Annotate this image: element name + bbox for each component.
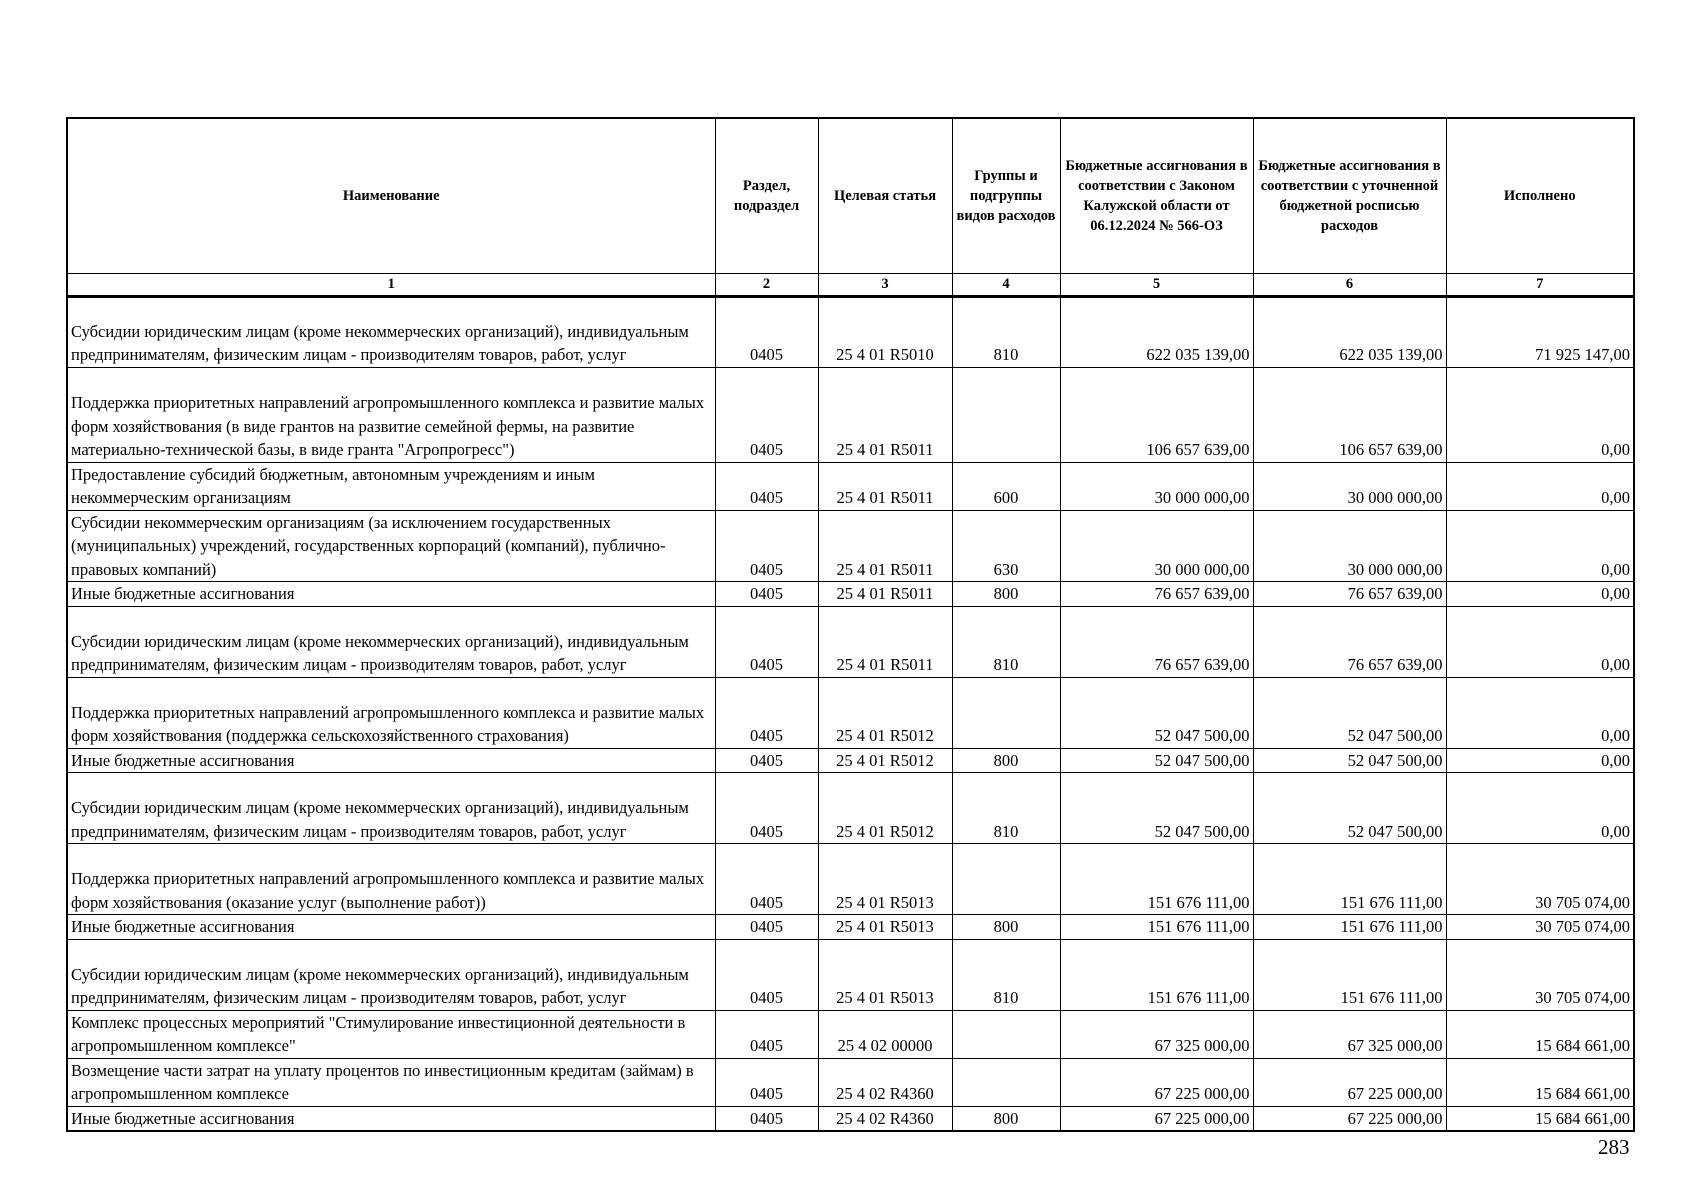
row-group [952,367,1060,462]
row-executed-amount: 15 684 661,00 [1446,1106,1634,1131]
row-roll-amount: 151 676 111,00 [1253,939,1446,1010]
table-row [67,582,1634,607]
row-executed-amount: 0,00 [1446,582,1634,607]
table-header-row [67,118,1634,273]
row-group: 810 [952,296,1060,367]
row-article: 25 4 01 R5012 [818,677,952,748]
row-section: 0405 [715,582,818,607]
row-group: 800 [952,915,1060,940]
row-section: 0405 [715,1058,818,1106]
row-group [952,844,1060,915]
row-roll-amount: 151 676 111,00 [1253,915,1446,940]
row-section: 0405 [715,773,818,844]
row-article: 25 4 01 R5011 [818,606,952,677]
row-name: Иные бюджетные ассигнования [67,748,715,773]
row-law-amount: 151 676 111,00 [1060,844,1253,915]
header-executed: Исполнено [1446,118,1634,273]
table-row [67,1010,1634,1058]
row-name: Субсидии юридическим лицам (кроме некоммерческих организаций), индивидуальным предпринимателям, физическим лицам - производителям товаров, работ, услуг [67,773,715,844]
table-row [67,677,1634,748]
row-article: 25 4 01 R5011 [818,510,952,582]
row-article: 25 4 01 R5010 [818,296,952,367]
row-article: 25 4 02 R4360 [818,1058,952,1106]
row-roll-amount: 106 657 639,00 [1253,367,1446,462]
row-group [952,1058,1060,1106]
row-group [952,677,1060,748]
row-law-amount: 76 657 639,00 [1060,582,1253,607]
row-section: 0405 [715,748,818,773]
row-article: 25 4 01 R5013 [818,939,952,1010]
row-law-amount: 52 047 500,00 [1060,748,1253,773]
row-name: Субсидии юридическим лицам (кроме некоммерческих организаций), индивидуальным предпринимателям, физическим лицам - производителям товаров, работ, услуг [67,296,715,367]
row-group: 810 [952,606,1060,677]
row-section: 0405 [715,606,818,677]
row-name: Субсидии юридическим лицам (кроме некоммерческих организаций), индивидуальным предпринимателям, физическим лицам - производителям товаров, работ, услуг [67,606,715,677]
row-article: 25 4 01 R5013 [818,844,952,915]
row-executed-amount: 30 705 074,00 [1446,844,1634,915]
row-executed-amount: 15 684 661,00 [1446,1058,1634,1106]
row-roll-amount: 30 000 000,00 [1253,510,1446,582]
table-row [67,296,1634,367]
header-name: Наименование [67,118,715,273]
budget-table [66,117,1635,1132]
page-number: 283 [1598,1135,1630,1159]
header-roll-allocations: Бюджетные ассигнования в соответствии с уточненной бюджетной росписью расходов [1253,118,1446,273]
column-number: 4 [952,273,1060,296]
row-section: 0405 [715,1010,818,1058]
column-number: 3 [818,273,952,296]
row-article: 25 4 01 R5011 [818,367,952,462]
row-executed-amount: 30 705 074,00 [1446,915,1634,940]
row-section: 0405 [715,939,818,1010]
table-row [67,510,1634,582]
row-section: 0405 [715,367,818,462]
row-name: Иные бюджетные ассигнования [67,582,715,607]
row-law-amount: 52 047 500,00 [1060,773,1253,844]
table-row [67,748,1634,773]
row-law-amount: 67 225 000,00 [1060,1058,1253,1106]
row-group: 800 [952,582,1060,607]
row-article: 25 4 02 00000 [818,1010,952,1058]
column-number: 5 [1060,273,1253,296]
row-name: Субсидии некоммерческим организациям (за исключением государственных (муниципальных) учреждений, государственных корпораций (компаний), публично-правовых компаний) [67,510,715,582]
row-section: 0405 [715,677,818,748]
row-name: Предоставление субсидий бюджетным, автономным учреждениям и иным некоммерческим организациям [67,462,715,510]
row-executed-amount: 15 684 661,00 [1446,1010,1634,1058]
column-number: 6 [1253,273,1446,296]
table-row [67,1106,1634,1131]
row-executed-amount: 30 705 074,00 [1446,939,1634,1010]
row-executed-amount: 0,00 [1446,510,1634,582]
row-section: 0405 [715,510,818,582]
header-section: Раздел, подраздел [715,118,818,273]
row-roll-amount: 52 047 500,00 [1253,773,1446,844]
row-law-amount: 622 035 139,00 [1060,296,1253,367]
row-roll-amount: 67 225 000,00 [1253,1106,1446,1131]
row-roll-amount: 67 225 000,00 [1253,1058,1446,1106]
row-roll-amount: 67 325 000,00 [1253,1010,1446,1058]
row-law-amount: 52 047 500,00 [1060,677,1253,748]
row-executed-amount: 0,00 [1446,606,1634,677]
column-number-row [67,273,1634,296]
row-name: Возмещение части затрат на уплату процентов по инвестиционным кредитам (займам) в агропромышленном комплексе [67,1058,715,1106]
row-roll-amount: 151 676 111,00 [1253,844,1446,915]
row-group: 810 [952,939,1060,1010]
row-article: 25 4 01 R5012 [818,773,952,844]
table-row [67,915,1634,940]
row-section: 0405 [715,915,818,940]
row-article: 25 4 01 R5011 [818,582,952,607]
row-name: Комплекс процессных мероприятий "Стимулирование инвестиционной деятельности в агропромышленном комплексе" [67,1010,715,1058]
row-group: 800 [952,748,1060,773]
row-roll-amount: 30 000 000,00 [1253,462,1446,510]
row-law-amount: 67 225 000,00 [1060,1106,1253,1131]
table-row [67,773,1634,844]
row-law-amount: 76 657 639,00 [1060,606,1253,677]
table-row [67,606,1634,677]
row-roll-amount: 76 657 639,00 [1253,582,1446,607]
row-name: Субсидии юридическим лицам (кроме некоммерческих организаций), индивидуальным предпринимателям, физическим лицам - производителям товаров, работ, услуг [67,939,715,1010]
row-roll-amount: 52 047 500,00 [1253,748,1446,773]
row-name: Поддержка приоритетных направлений агропромышленного комплекса и развитие малых форм хозяйствования (оказание услуг (выполнение работ)) [67,844,715,915]
row-law-amount: 30 000 000,00 [1060,510,1253,582]
row-group: 630 [952,510,1060,582]
row-name: Иные бюджетные ассигнования [67,1106,715,1131]
row-law-amount: 67 325 000,00 [1060,1010,1253,1058]
row-law-amount: 30 000 000,00 [1060,462,1253,510]
row-name: Иные бюджетные ассигнования [67,915,715,940]
row-executed-amount: 0,00 [1446,748,1634,773]
row-section: 0405 [715,844,818,915]
row-roll-amount: 76 657 639,00 [1253,606,1446,677]
header-target-article: Целевая статья [818,118,952,273]
column-number: 7 [1446,273,1634,296]
table-row [67,367,1634,462]
row-section: 0405 [715,296,818,367]
row-executed-amount: 71 925 147,00 [1446,296,1634,367]
table-row [67,844,1634,915]
row-section: 0405 [715,1106,818,1131]
row-name: Поддержка приоритетных направлений агропромышленного комплекса и развитие малых форм хозяйствования (поддержка сельскохозяйственного страхования) [67,677,715,748]
row-article: 25 4 01 R5011 [818,462,952,510]
row-executed-amount: 0,00 [1446,773,1634,844]
row-group [952,1010,1060,1058]
row-law-amount: 151 676 111,00 [1060,939,1253,1010]
row-group: 810 [952,773,1060,844]
column-number: 2 [715,273,818,296]
row-group: 600 [952,462,1060,510]
header-law-allocations: Бюджетные ассигнования в соответствии с Законом Калужской области от 06.12.2024 № 566-ОЗ [1060,118,1253,273]
row-executed-amount: 0,00 [1446,677,1634,748]
table-row [67,1058,1634,1106]
row-roll-amount: 52 047 500,00 [1253,677,1446,748]
table-row [67,462,1634,510]
row-roll-amount: 622 035 139,00 [1253,296,1446,367]
row-executed-amount: 0,00 [1446,462,1634,510]
table-row [67,939,1634,1010]
row-section: 0405 [715,462,818,510]
row-article: 25 4 02 R4360 [818,1106,952,1131]
row-article: 25 4 01 R5012 [818,748,952,773]
row-article: 25 4 01 R5013 [818,915,952,940]
row-executed-amount: 0,00 [1446,367,1634,462]
row-group: 800 [952,1106,1060,1131]
row-name: Поддержка приоритетных направлений агропромышленного комплекса и развитие малых форм хозяйствования (в виде грантов на развитие семейной фермы, на развитие материально-технической базы, в виде гранта "Агропрогресс") [67,367,715,462]
row-law-amount: 151 676 111,00 [1060,915,1253,940]
column-number: 1 [67,273,715,296]
header-expense-groups: Группы и подгруппы видов расходов [952,118,1060,273]
row-law-amount: 106 657 639,00 [1060,367,1253,462]
